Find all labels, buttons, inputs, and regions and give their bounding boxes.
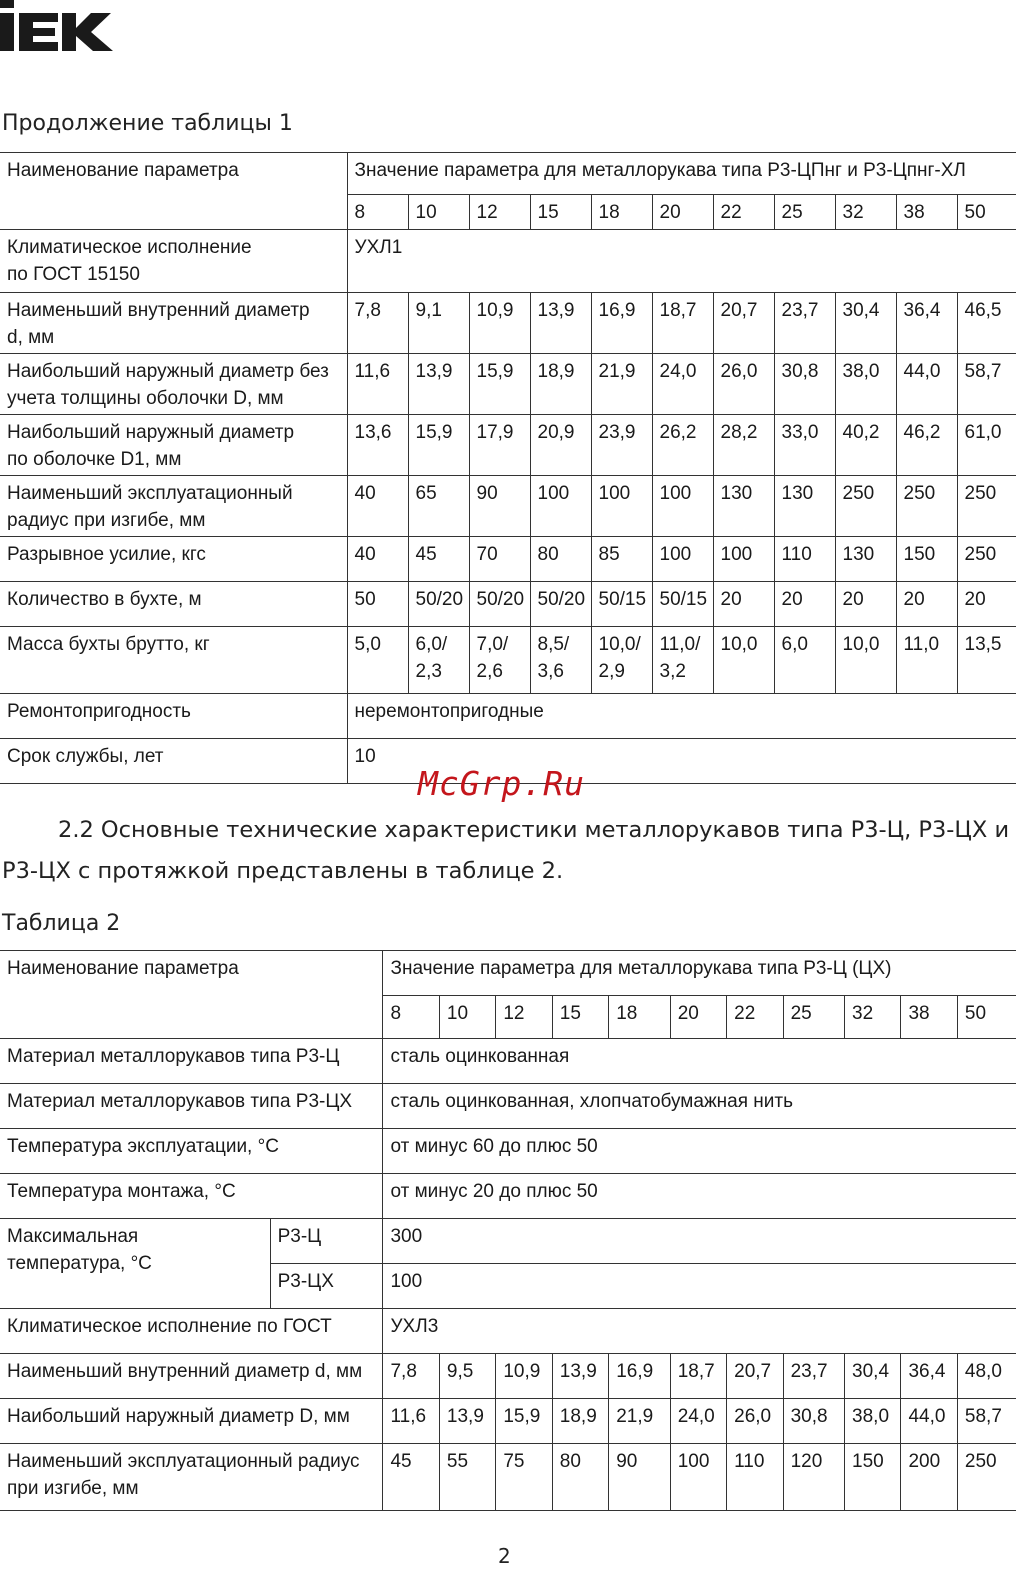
size-header: 10	[439, 996, 495, 1039]
page-number: 2	[498, 1544, 511, 1568]
param-value: 85	[591, 537, 652, 582]
param-value: 13,5	[957, 627, 1016, 694]
param-value: 250	[835, 476, 896, 537]
param-value: 11,0/ 3,2	[652, 627, 713, 694]
size-header: 8	[347, 195, 408, 230]
param-value: 10,0/ 2,9	[591, 627, 652, 694]
param-value: 11,6	[347, 354, 408, 415]
param-value: 46,5	[957, 293, 1016, 354]
param-value: 110	[727, 1444, 783, 1511]
param-value: 20	[713, 582, 774, 627]
param-value: 9,5	[439, 1354, 495, 1399]
table-row	[0, 1219, 1016, 1264]
param-value: 18,7	[652, 293, 713, 354]
param-name: Климатическое исполнение по ГОСТ	[0, 1309, 383, 1354]
param-name: Масса бухты брутто, кг	[0, 627, 347, 694]
table-row	[0, 1174, 1016, 1219]
param-value: 44,0	[901, 1399, 957, 1444]
param-name: Разрывное усилие, кгс	[0, 537, 347, 582]
param-value: от минус 60 до плюс 50	[383, 1129, 1016, 1174]
param-value: 20,7	[713, 293, 774, 354]
param-value: 33,0	[774, 415, 835, 476]
param-value: 50/20	[408, 582, 469, 627]
param-value: неремонтопригодные	[347, 694, 1016, 739]
sub-param-name: Р3-Ц	[270, 1219, 383, 1264]
param-value: 24,0	[652, 354, 713, 415]
param-name: Материал металлорукавов типа Р3-ЦХ	[0, 1084, 383, 1129]
param-value: 24,0	[670, 1399, 726, 1444]
param-value: 10	[347, 739, 1016, 784]
table-row	[0, 354, 1016, 415]
param-value: 300	[383, 1219, 1016, 1264]
param-value: 6,0/ 2,3	[408, 627, 469, 694]
table-row	[0, 1354, 1016, 1399]
param-value: 100	[652, 476, 713, 537]
size-header: 38	[896, 195, 957, 230]
param-value: 58,7	[957, 1399, 1016, 1444]
table-row	[0, 1084, 1016, 1129]
size-header: 20	[652, 195, 713, 230]
param-value: 15,9	[496, 1399, 552, 1444]
param-value: 250	[957, 476, 1016, 537]
table-row	[0, 1129, 1016, 1174]
param-value: 90	[469, 476, 530, 537]
param-value: 50/20	[469, 582, 530, 627]
param-value: 20	[896, 582, 957, 627]
size-header: 8	[383, 996, 439, 1039]
param-value: 23,9	[591, 415, 652, 476]
param-value: УХЛ3	[383, 1309, 1016, 1354]
param-value: 40	[347, 476, 408, 537]
param-value: 90	[609, 1444, 670, 1511]
table1	[0, 152, 1016, 784]
param-value: 11,0	[896, 627, 957, 694]
param-value: 50	[347, 582, 408, 627]
param-name: Температура монтажа, °С	[0, 1174, 383, 1219]
param-value: 30,8	[774, 354, 835, 415]
value-header: Значение параметра для металлорукава типа Р3-ЦПнг и Р3-Цпнг-ХЛ	[347, 153, 1016, 195]
param-value: 7,0/ 2,6	[469, 627, 530, 694]
param-value: 100	[530, 476, 591, 537]
param-name: Температура эксплуатации, °С	[0, 1129, 383, 1174]
param-value: 8,5/ 3,6	[530, 627, 591, 694]
param-value: 21,9	[609, 1399, 670, 1444]
size-header: 25	[783, 996, 844, 1039]
param-name: Количество в бухте, м	[0, 582, 347, 627]
param-value: 100	[670, 1444, 726, 1511]
param-value: 65	[408, 476, 469, 537]
param-value: 23,7	[774, 293, 835, 354]
param-value: 13,9	[530, 293, 591, 354]
table-row	[0, 1399, 1016, 1444]
param-value: 58,7	[957, 354, 1016, 415]
param-value: 20	[835, 582, 896, 627]
param-name: Максимальная температура, °С	[0, 1219, 270, 1309]
param-value: 20,7	[727, 1354, 783, 1399]
param-value: 15,9	[469, 354, 530, 415]
param-value: 30,4	[835, 293, 896, 354]
param-value: 10,9	[496, 1354, 552, 1399]
param-value: 16,9	[591, 293, 652, 354]
param-value: 13,9	[408, 354, 469, 415]
param-value: 30,4	[845, 1354, 901, 1399]
sub-param-name: Р3-ЦХ	[270, 1264, 383, 1309]
param-name: Наименьший эксплуатационный радиус при изгибе, мм	[0, 1444, 383, 1511]
param-value: 100	[652, 537, 713, 582]
param-value: сталь оцинкованная, хлопчатобумажная нить	[383, 1084, 1016, 1129]
size-header: 12	[469, 195, 530, 230]
param-value: 20	[774, 582, 835, 627]
table-row	[0, 537, 1016, 582]
param-value: 70	[469, 537, 530, 582]
param-value: 250	[896, 476, 957, 537]
param-value: 55	[439, 1444, 495, 1511]
param-value: 40	[347, 537, 408, 582]
param-value: 75	[496, 1444, 552, 1511]
param-name: Наибольший наружный диаметр без учета толщины оболочки D, мм	[0, 354, 347, 415]
param-value: 130	[774, 476, 835, 537]
param-value: 100	[591, 476, 652, 537]
table-row	[0, 476, 1016, 537]
param-value: сталь оцинкованная	[383, 1039, 1016, 1084]
param-value: 130	[835, 537, 896, 582]
param-value: 38,0	[845, 1399, 901, 1444]
param-value: 45	[408, 537, 469, 582]
param-value: 18,9	[552, 1399, 608, 1444]
param-value: 61,0	[957, 415, 1016, 476]
param-name: Ремонтопригодность	[0, 694, 347, 739]
param-name: Наименьший внутренний диаметр d, мм	[0, 1354, 383, 1399]
param-value: 13,6	[347, 415, 408, 476]
param-name: Срок службы, лет	[0, 739, 347, 784]
param-value: 15,9	[408, 415, 469, 476]
param-value: 26,2	[652, 415, 713, 476]
param-value: 48,0	[957, 1354, 1016, 1399]
table-row	[0, 1444, 1016, 1511]
param-name: Наибольший наружный диаметр по оболочке D1, мм	[0, 415, 347, 476]
param-value: 7,8	[347, 293, 408, 354]
param-name: Наименьший эксплуатационный радиус при изгибе, мм	[0, 476, 347, 537]
param-value: 50/15	[591, 582, 652, 627]
param-value: 7,8	[383, 1354, 439, 1399]
param-value: 18,9	[530, 354, 591, 415]
size-header: 12	[496, 996, 552, 1039]
param-name: Климатическое исполнение по ГОСТ 15150	[0, 230, 347, 293]
size-header: 10	[408, 195, 469, 230]
param-value: 20,9	[530, 415, 591, 476]
param-value: 23,7	[783, 1354, 844, 1399]
table1-caption: Продолжение таблицы 1	[2, 111, 293, 136]
size-header: 15	[530, 195, 591, 230]
param-value: 11,6	[383, 1399, 439, 1444]
param-value: 16,9	[609, 1354, 670, 1399]
param-value: 26,0	[713, 354, 774, 415]
table-row	[0, 582, 1016, 627]
table-row	[0, 293, 1016, 354]
param-value: 44,0	[896, 354, 957, 415]
param-value: 36,4	[901, 1354, 957, 1399]
param-value: 40,2	[835, 415, 896, 476]
param-value: 45	[383, 1444, 439, 1511]
size-header: 32	[845, 996, 901, 1039]
size-header: 22	[727, 996, 783, 1039]
param-value: 110	[774, 537, 835, 582]
param-value: 36,4	[896, 293, 957, 354]
param-value: 150	[845, 1444, 901, 1511]
size-header: 32	[835, 195, 896, 230]
table-row	[0, 627, 1016, 694]
param-name: Материал металлорукавов типа Р3-Ц	[0, 1039, 383, 1084]
param-value: 200	[901, 1444, 957, 1511]
table-row	[0, 230, 1016, 293]
size-header: 50	[957, 195, 1016, 230]
param-header: Наименование параметра	[0, 951, 383, 1039]
param-value: 10,0	[713, 627, 774, 694]
param-value: 100	[713, 537, 774, 582]
size-header: 25	[774, 195, 835, 230]
table2	[0, 950, 1016, 1511]
param-value: 80	[530, 537, 591, 582]
param-value: 100	[383, 1264, 1016, 1309]
iek-logo	[0, 0, 115, 54]
param-value: от минус 20 до плюс 50	[383, 1174, 1016, 1219]
param-value: 13,9	[439, 1399, 495, 1444]
size-header: 20	[670, 996, 726, 1039]
size-header: 18	[591, 195, 652, 230]
size-header: 18	[609, 996, 670, 1039]
table-row	[0, 694, 1016, 739]
param-value: 28,2	[713, 415, 774, 476]
param-value: 17,9	[469, 415, 530, 476]
size-header: 15	[552, 996, 608, 1039]
param-name: Наименьший внутренний диаметр d, мм	[0, 293, 347, 354]
param-value: 9,1	[408, 293, 469, 354]
size-header: 22	[713, 195, 774, 230]
param-value: 80	[552, 1444, 608, 1511]
param-value: 10,9	[469, 293, 530, 354]
param-value: 38,0	[835, 354, 896, 415]
param-value: 10,0	[835, 627, 896, 694]
watermark: McGrp.Ru	[418, 764, 585, 803]
table2-caption: Таблица 2	[2, 911, 121, 936]
param-value: 46,2	[896, 415, 957, 476]
param-value: УХЛ1	[347, 230, 1016, 293]
param-value: 5,0	[347, 627, 408, 694]
param-header: Наименование параметра	[0, 153, 347, 230]
param-value: 50/15	[652, 582, 713, 627]
section-paragraph: 2.2 Основные технические характеристики металлорукавов типа Р3-Ц, Р3-ЦХ и Р3-ЦХ с протяжкой представлены в таблице 2.	[2, 817, 1010, 884]
table-row	[0, 1309, 1016, 1354]
table-row	[0, 1039, 1016, 1084]
param-value: 50/20	[530, 582, 591, 627]
param-value: 21,9	[591, 354, 652, 415]
param-value: 250	[957, 537, 1016, 582]
param-value: 30,8	[783, 1399, 844, 1444]
param-value: 130	[713, 476, 774, 537]
value-header: Значение параметра для металлорукава типа Р3-Ц (ЦХ)	[383, 951, 1016, 996]
param-value: 20	[957, 582, 1016, 627]
param-value: 6,0	[774, 627, 835, 694]
param-value: 250	[957, 1444, 1016, 1511]
param-value: 150	[896, 537, 957, 582]
size-header: 38	[901, 996, 957, 1039]
size-header: 50	[957, 996, 1016, 1039]
param-name: Наибольший наружный диаметр D, мм	[0, 1399, 383, 1444]
param-value: 18,7	[670, 1354, 726, 1399]
param-value: 26,0	[727, 1399, 783, 1444]
param-value: 120	[783, 1444, 844, 1511]
param-value: 13,9	[552, 1354, 608, 1399]
table-row	[0, 415, 1016, 476]
